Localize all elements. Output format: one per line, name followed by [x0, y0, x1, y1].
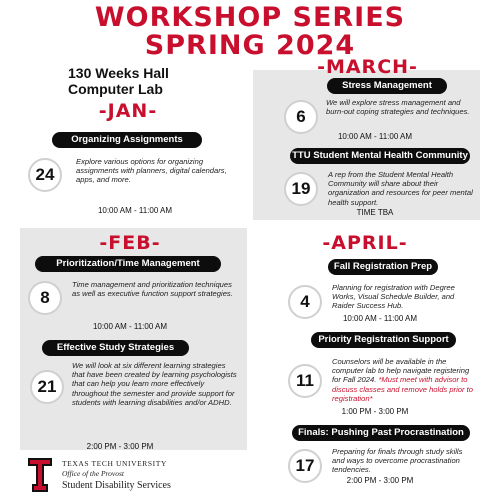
priority-reg-text: Counselors will be available in the computer lab to help navigate registering for Fall 2024. — [332, 357, 470, 385]
stress-title: Stress Management — [327, 78, 447, 94]
organizing-title: Organizing Assignments — [52, 132, 202, 148]
month-jan: -JAN- — [98, 100, 158, 122]
priority-reg-day: 11 — [288, 364, 322, 398]
organizing-description: Explore various options for organizing assignments with planners, digital calendars, apps, and more. — [76, 157, 227, 185]
finals-description: Preparing for finals through study skills and ways to overcome procrastination tendencies. — [332, 447, 463, 475]
prioritization-title: Prioritization/Time Management — [35, 256, 221, 272]
series-subtitle: SPRING 2024 — [144, 30, 356, 61]
org-block — [62, 459, 171, 491]
office-name: Office of the Provost — [62, 469, 124, 478]
stress-day: 6 — [284, 100, 318, 134]
university-name: TEXAS TECH UNIVERSITY — [62, 459, 167, 468]
study-description: We will look at six different learning strategies that have been created by learning psychologists that can help you learn more effectively throughout the semester and provide support for students with learning disabilities and/or ADHD. — [72, 361, 237, 407]
location-room: Computer Lab — [68, 81, 163, 97]
month-feb: -FEB- — [99, 232, 161, 254]
prioritization-description: Time management and prioritization techniques as well as executive function support strategies. — [72, 280, 233, 299]
department-name: Student Disability Services — [62, 480, 171, 491]
mental-health-description: A rep from the Student Mental Health Community will share about their organization and resources for peer mental health support. — [328, 170, 473, 207]
location — [68, 65, 169, 97]
priority-reg-description — [332, 357, 477, 403]
organizing-day: 24 — [28, 158, 62, 192]
priority-reg-title: Priority Registration Support — [311, 332, 456, 348]
prioritization-time: 10:00 AM - 11:00 AM — [92, 322, 168, 331]
mental-health-day: 19 — [284, 172, 318, 206]
stress-time: 10:00 AM - 11:00 AM — [337, 132, 413, 141]
fall-reg-day: 4 — [288, 285, 322, 319]
double-t-logo-icon — [28, 458, 52, 492]
mental-health-time: TIME TBA — [356, 208, 394, 217]
series-title: WORKSHOP SERIES — [94, 2, 406, 33]
study-day: 21 — [30, 370, 64, 404]
fall-reg-title: Fall Registration Prep — [328, 259, 438, 275]
prioritization-day: 8 — [28, 281, 62, 315]
organizing-time: 10:00 AM - 11:00 AM — [97, 206, 173, 215]
study-time: 2:00 PM - 3:00 PM — [86, 442, 154, 451]
mental-health-title: TTU Student Mental Health Community — [290, 148, 470, 164]
stress-description: We will explore stress management and burn-out coping strategies and techniques. — [326, 98, 470, 117]
month-march: -MARCH- — [317, 56, 418, 78]
finals-day: 17 — [288, 449, 322, 483]
fall-reg-description: Planning for registration with Degree Works, Visual Schedule Builder, and Raider Success Hub. — [332, 283, 455, 311]
location-building: 130 Weeks Hall — [68, 65, 169, 81]
study-title: Effective Study Strategies — [42, 340, 189, 356]
finals-time: 2:00 PM - 3:00 PM — [346, 476, 414, 485]
finals-title: Finals: Pushing Past Procrastination — [292, 425, 470, 441]
fall-reg-time: 10:00 AM - 11:00 AM — [342, 314, 418, 323]
month-april: -APRIL- — [322, 232, 408, 254]
priority-reg-time: 1:00 PM - 3:00 PM — [341, 407, 409, 416]
priority-reg-note: *Must meet with advisor to discuss classes and remove holds prior to registration* — [332, 375, 473, 403]
